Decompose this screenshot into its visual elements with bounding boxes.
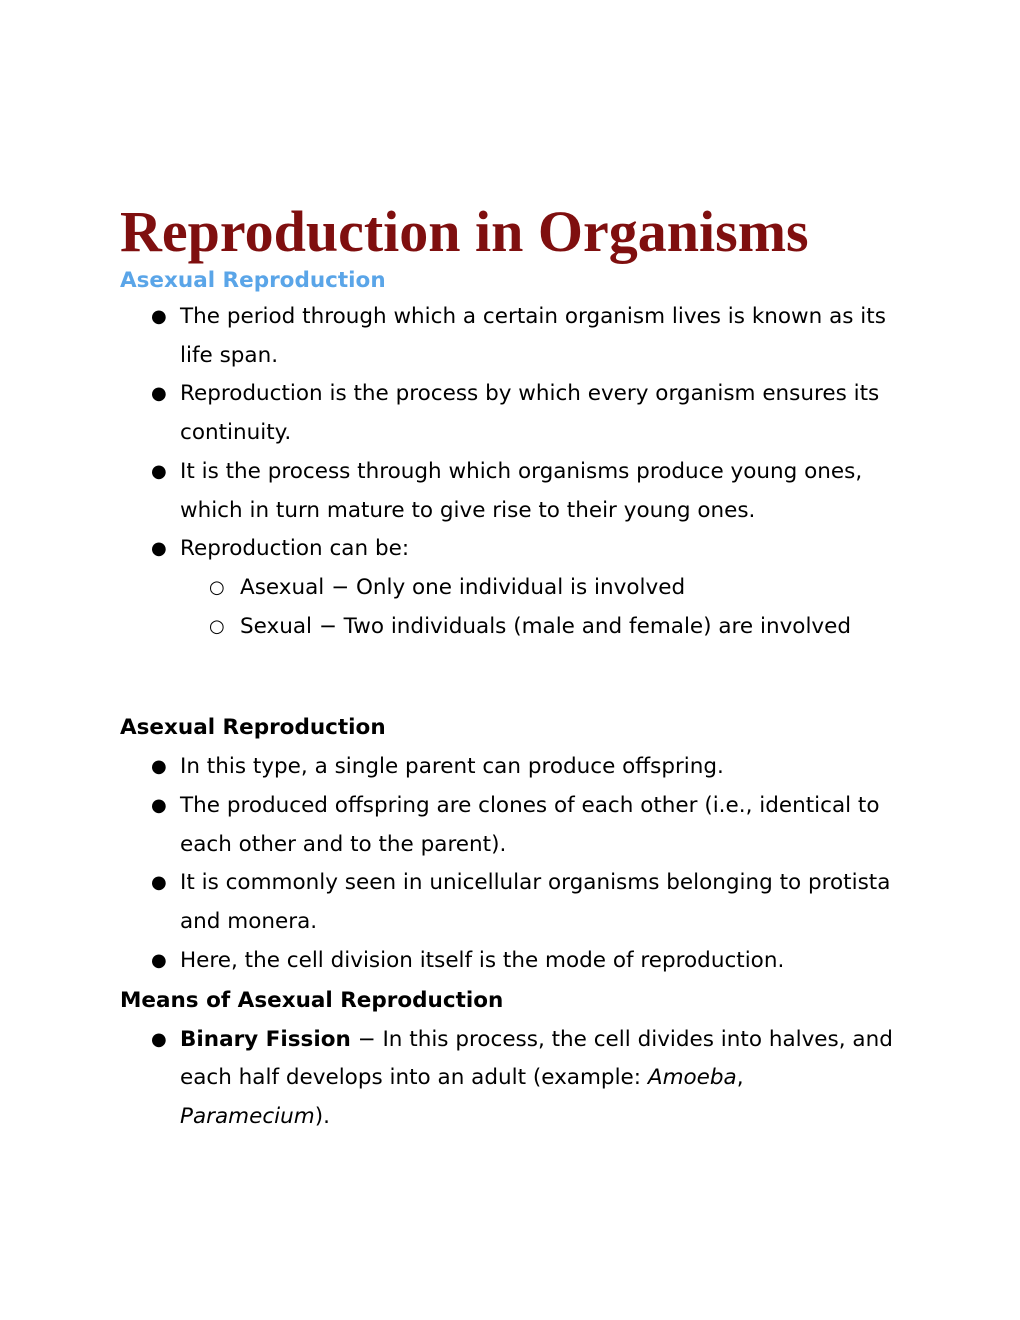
subtitle: Asexual Reproduction — [120, 268, 386, 293]
list-item-text: In this type, a single parent can produce offspring. — [180, 754, 724, 780]
asexual-list — [120, 748, 900, 980]
bullet-icon: ● — [151, 306, 167, 327]
sublist-item-text: Asexual − Only one individual is involved — [240, 574, 686, 600]
sublist-item-text: Sexual − Two individuals (male and female) are involved — [240, 613, 852, 639]
section-heading-means: Means of Asexual Reproduction — [120, 987, 504, 1013]
list-item — [120, 375, 900, 452]
list-item-text: The period through which a certain organism lives is known as its life span. — [180, 304, 886, 368]
document-page — [120, 196, 900, 1137]
term-binary-fission: Binary Fission — [180, 1026, 351, 1052]
list-item-text: It is the process through which organisms produce young ones, which in turn mature to give rise to their young ones. — [180, 458, 863, 523]
circle-bullet-icon: ○ — [209, 576, 225, 598]
list-item-text: It is commonly seen in unicellular organisms belonging to protista and monera. — [180, 870, 891, 935]
bullet-icon: ● — [151, 795, 167, 817]
sublist-item — [180, 569, 900, 608]
list-item — [120, 1021, 900, 1137]
bullet-icon: ● — [151, 949, 167, 971]
bullet-icon: ● — [151, 538, 167, 560]
intro-list — [120, 298, 900, 646]
bullet-icon: ● — [151, 872, 167, 894]
bullet-icon: ● — [151, 383, 167, 405]
example-amoeba: Amoeba — [647, 1065, 737, 1091]
list-item-ending: ). — [314, 1103, 330, 1129]
bullet-icon: ● — [151, 1028, 167, 1050]
list-item — [120, 787, 900, 864]
means-list — [120, 1021, 900, 1137]
list-item-text: The produced offspring are clones of each other (i.e., identical to each other and to the parent). — [180, 793, 880, 857]
list-item-text: − In this process, the cell divides into halves, and each half develops into an adult (example: — [180, 1026, 893, 1091]
list-item — [120, 530, 900, 646]
bullet-icon: ● — [151, 756, 167, 778]
example-paramecium: Paramecium — [180, 1103, 315, 1129]
list-item — [120, 864, 900, 941]
example-separator: , — [736, 1065, 744, 1091]
list-item — [120, 942, 900, 981]
list-item — [120, 453, 900, 530]
bullet-icon: ● — [151, 460, 167, 482]
sublist-item — [180, 608, 900, 647]
section-heading-asexual: Asexual Reproduction — [120, 715, 386, 741]
list-item-text: Reproduction is the process by which every organism ensures its continuity. — [180, 381, 880, 446]
list-item — [120, 298, 900, 375]
list-item-text: Here, the cell division itself is the mode of reproduction. — [180, 947, 785, 973]
circle-bullet-icon: ○ — [209, 615, 225, 637]
list-item-text: Reproduction can be: — [180, 536, 410, 562]
list-item — [120, 748, 900, 787]
page-title: Reproduction in Organisms — [120, 199, 809, 264]
types-sublist — [180, 569, 900, 646]
